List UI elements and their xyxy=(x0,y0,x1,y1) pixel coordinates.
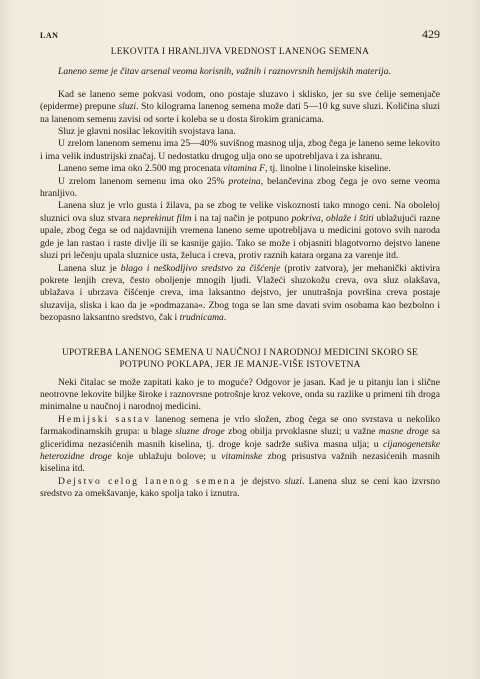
emphasis-text: vitamina F xyxy=(223,163,266,175)
paragraph xyxy=(40,176,440,201)
paragraph: Neki čitalac se može zapitati kako je to moguće? Odgovor je jasan. Kad je u pitanju lan i slične neotrovne lekovite biljke široke i raznovrsne potrošnje kroz vekove, onda su razlike u primeni tih droga minimalne u naučnoj i narodnoj medicini. xyxy=(40,376,440,413)
paragraph xyxy=(40,138,440,163)
spaced-lead-text: Dejstvo celog lanenog semena xyxy=(58,475,237,487)
running-head: LAN xyxy=(40,31,59,40)
paragraph xyxy=(40,263,440,325)
body-text: , tj. linolne i linoleinske kiseline. xyxy=(265,163,391,175)
body-text: . xyxy=(223,312,227,324)
paragraph xyxy=(40,89,440,126)
body-text: i na taj način je potpuno xyxy=(191,212,292,224)
body-text: zbog prisustva važnih nezasićenih masnih kiselina itd. xyxy=(40,450,440,475)
body-text: je dejstvo xyxy=(236,475,285,487)
emphasis-text: sluzi xyxy=(118,101,137,113)
body-text: (protiv zatvora), jer mehanički aktivira pokrete lenjih creva, često oboljenje mnogih ljudi. Vlažeći sluzokožu creva, ova sluz olakšava, ublažava i ubrzava čišćenje creva, ima laksantno dejstvo, jer unutrašnja površina creva postaje sluzavija, sliska i kao da je »podmazana«. Zbog toga se lan sme davati svim osobama kao bezbolno i bezopasno laksantno sredstvo, čak i xyxy=(40,262,440,324)
emphasis-text: pokriva, oblaže i štiti xyxy=(291,212,374,224)
page-header xyxy=(40,27,440,42)
body-text: sa gliceridima nezasićenih masnih kiselina, tj. droge koje sadrže sušiva masna ulja; u xyxy=(40,426,440,450)
body-text: U zrelom lanenom semenu ima oko 25% xyxy=(58,175,229,187)
body-text: zbog obilja prvoklasne sluzi; u važne xyxy=(224,426,379,438)
paragraph xyxy=(40,414,440,476)
emphasis-text: blago i neškodljivo sredstvo za čišćenje xyxy=(120,262,281,274)
emphasis-text: sluzi xyxy=(284,475,302,487)
body-text: Lanena sluz je xyxy=(58,262,121,274)
emphasis-text: cijanogenetske heterozidne droge xyxy=(40,438,440,462)
body-text: ublažujući razne upale, zbog čega se od najdavnijih vremena laneno seme upotrebljava u medicini gotovo svih naroda gde je lan rastao i raste divlje ili se kasnije gajio. Tako se može i objasniti blagotvorno dejstvo lanene sluzi pri lečenju upala sluznice usta, želuca i creva, protiv raznih katara organa za varenje itd. xyxy=(40,212,440,262)
spaced-lead-text: Hemijski sastav xyxy=(58,413,151,425)
section-title-2: UPOTREBA LANENOG SEMENA U NAUČNOJ I NARODNOJ MEDICINI SKORO SE POTPUNO POKLAPA, JER JE MANJE-VIŠE ISTOVETNA xyxy=(62,347,418,370)
body-text: Lanena sluz je vrlo gusta i žilava, pa se zbog te velike viskoznosti tako mnogo ceni. Na oboleloj sluznici ova sluz stvara xyxy=(40,200,440,224)
paragraph xyxy=(40,126,440,138)
section-1-body xyxy=(40,89,440,325)
body-text: Laneno seme ima oko 2.500 mg procenata xyxy=(58,163,224,175)
paragraph xyxy=(40,200,440,262)
body-text: Kad se laneno seme pokvasi vodom, ono postaje sluzavo i sklisko, jer su sve ćelije semenjače (epiderme) prepune xyxy=(40,88,440,113)
section-title-1: LEKOVITA I HRANLJIVA VREDNOST LANENOG SEMENA xyxy=(110,47,370,57)
body-text: , belančevina zbog čega je ovo seme veoma hranljivo. xyxy=(40,175,440,200)
emphasis-text: proteina xyxy=(228,175,261,187)
emphasis-text: masne droge xyxy=(378,426,429,438)
emphasis-text: trudnicama xyxy=(179,312,224,324)
paragraph xyxy=(40,163,440,175)
body-text: koje ublažuju bolove; u xyxy=(111,450,222,462)
page-content xyxy=(40,46,440,501)
body-text: . Lanena sluz se ceni kao izvrsno sredstvo za omekšavanje, kako spolja tako i iznutra. xyxy=(40,475,440,500)
body-text: U zrelom lanenom semenu ima 25—40% suvišnog masnog ulja, zbog čega je laneno seme lekovito i ima velik industrijski značaj. U nedostatku drugog ulja ono se upotrebljava i za ishranu. xyxy=(40,138,440,162)
emphasis-text: vitaminske xyxy=(221,450,263,462)
intro-paragraph: Laneno seme je čitav arsenal veoma korisnih, važnih i raznovrsnih hemijskih materija. xyxy=(58,66,391,78)
page-number: 429 xyxy=(422,27,440,41)
body-text: . Sto kilograma lanenog semena može dati 5—10 kg suve sluzi. Količina sluzi na lanenom semenu zavisi od sorte i koleba se u dosta širokim granicama. xyxy=(40,101,440,125)
body-text: lanenog semena je vrlo složen, zbog čega se ono svrstava u nekoliko farmakodinamskih grupa: u blage xyxy=(40,413,440,438)
paragraph xyxy=(40,476,440,501)
emphasis-text: sluzne droge xyxy=(175,426,225,438)
emphasis-text: neprekinut film xyxy=(133,212,192,224)
body-text: Sluz je glavni nosilac lekovitih svojstava lana. xyxy=(58,126,236,138)
